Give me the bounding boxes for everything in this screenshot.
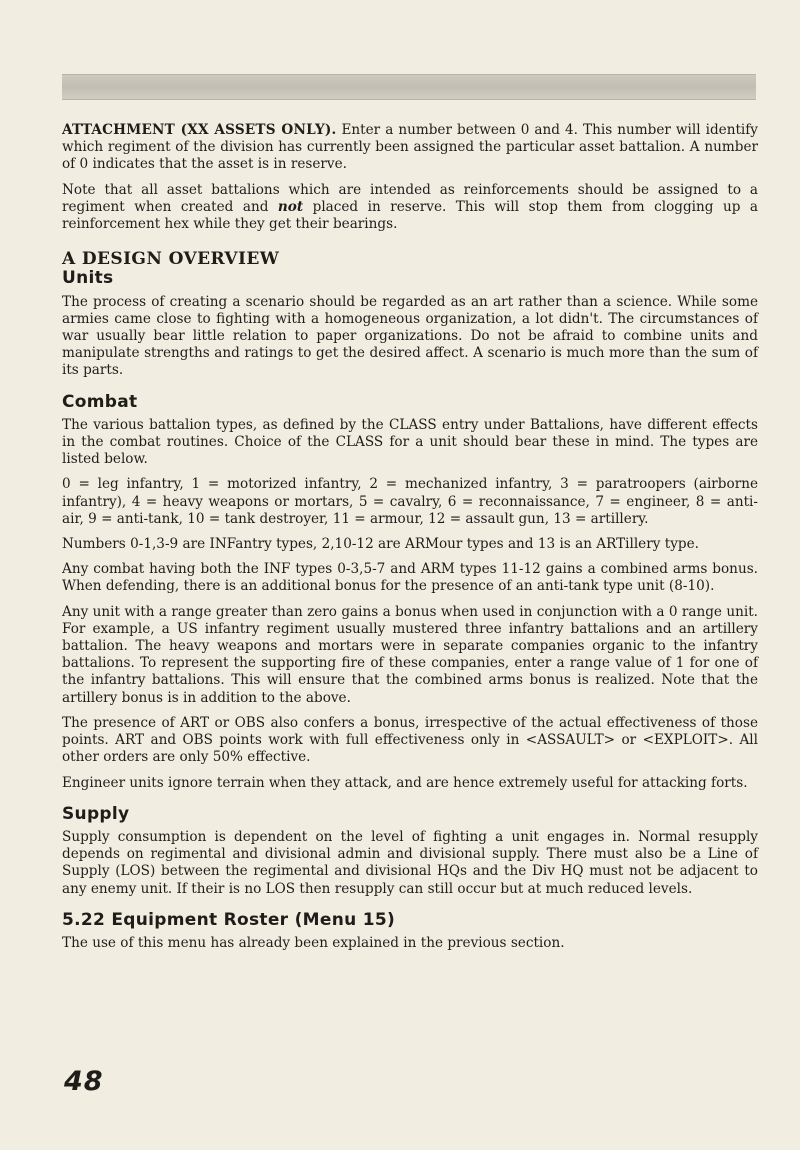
design-overview-heading: A DESIGN OVERVIEW [62,249,280,270]
page-content [62,122,758,960]
combat-paragraph: The various battalion types, as defined by the CLASS entry under Battalions, have different effects in the combat routines. Choice of the CLASS for a unit should bear these in mind. The types are listed below. [62,416,758,468]
supply-paragraph: Supply consumption is dependent on the level of fighting a unit engages in. Normal resupply depends on regimental and divisional admin and divisional supply. There must also be a Line of Supply (LOS) between the regimental and divisional HQs and the Div HQ must not be adjacent to any enemy unit. If their is no LOS then resupply can still occur but at much reduced levels. [62,828,758,897]
combat-paragraph: Engineer units ignore terrain when they attack, and are hence extremely useful for attacking forts. [62,774,748,791]
supply-heading: Supply [62,803,130,824]
combat-paragraph: Numbers 0-1,3-9 are INFantry types, 2,10-12 are ARMour types and 13 is an ARTillery type. [62,536,699,553]
note-emphasis: not [277,198,304,215]
note-after: placed in reserve. This will stop them from clogging up a reinforcement hex while they get their bearings. [62,198,758,233]
combat-paragraph: The presence of ART or OBS also confers a bonus, irrespective of the actual effectiveness of those points. ART and OBS points work with full effectiveness only in <ASSAULT> or <EXPLOIT>. All other orders are only 50% effective. [62,714,758,766]
attachment-paragraph [62,122,758,174]
note-paragraph [62,182,758,234]
combat-paragraph: 0 = leg infantry, 1 = motorized infantry, 2 = mechanized infantry, 3 = paratroopers (airborne infantry), 4 = heavy weapons or mortars, 5 = cavalry, 6 = reconnaissance, 7 = engineer, 8 = anti-air, 9 = anti-tank, 10 = tank destroyer, 11 = armour, 12 = assault gun, 13 = artillery. [62,476,758,527]
attachment-text: Enter a number between 0 and 4. This number will identify which regiment of the division has currently been assigned the particular asset battalion. A number of 0 indicates that the asset is in reserve. [62,122,758,173]
units-heading: Units [62,268,114,289]
combat-paragraph: Any combat having both the INF types 0-3,5-7 and ARM types 11-12 gains a combined arms bonus. When defending, there is an additional bonus for the presence of an anti-tank type unit (8-10). [62,561,758,595]
attachment-lead: ATTACHMENT (XX ASSETS ONLY). [62,122,337,138]
combat-paragraph: Any unit with a range greater than zero gains a bonus when used in conjunction with a 0 range unit. For example, a US infantry regiment usually mustered three infantry battalions and an artillery battalion. The heavy weapons and mortars were in separate companies organic to the infantry battalions. To represent the supporting fire of these companies, enter a range value of 1 for one of the infantry battalions. This will ensure that the combined arms bonus is realized. Note that the artillery bonus is in addition to the above. [62,603,758,706]
equipment-roster-heading: 5.22 Equipment Roster (Menu 15) [62,909,396,930]
units-paragraph: The process of creating a scenario should be regarded as an art rather than a science. While some armies came close to fighting with a homogeneous organization, a lot didn't. The circumstances of war usually bear little relation to paper organizations. Do not be afraid to combine units and manipulate strengths and ratings to get the desired affect. A scenario is much more than the sum of its parts. [62,293,758,379]
combat-heading: Combat [62,391,138,412]
page-number: 48 [64,1066,104,1097]
equipment-roster-paragraph: The use of this menu has already been explained in the previous section. [62,934,565,951]
note-before: Note that all asset battalions which are intended as reinforcements should be assigned to a regiment when created and [62,181,758,215]
header-band [62,74,756,100]
